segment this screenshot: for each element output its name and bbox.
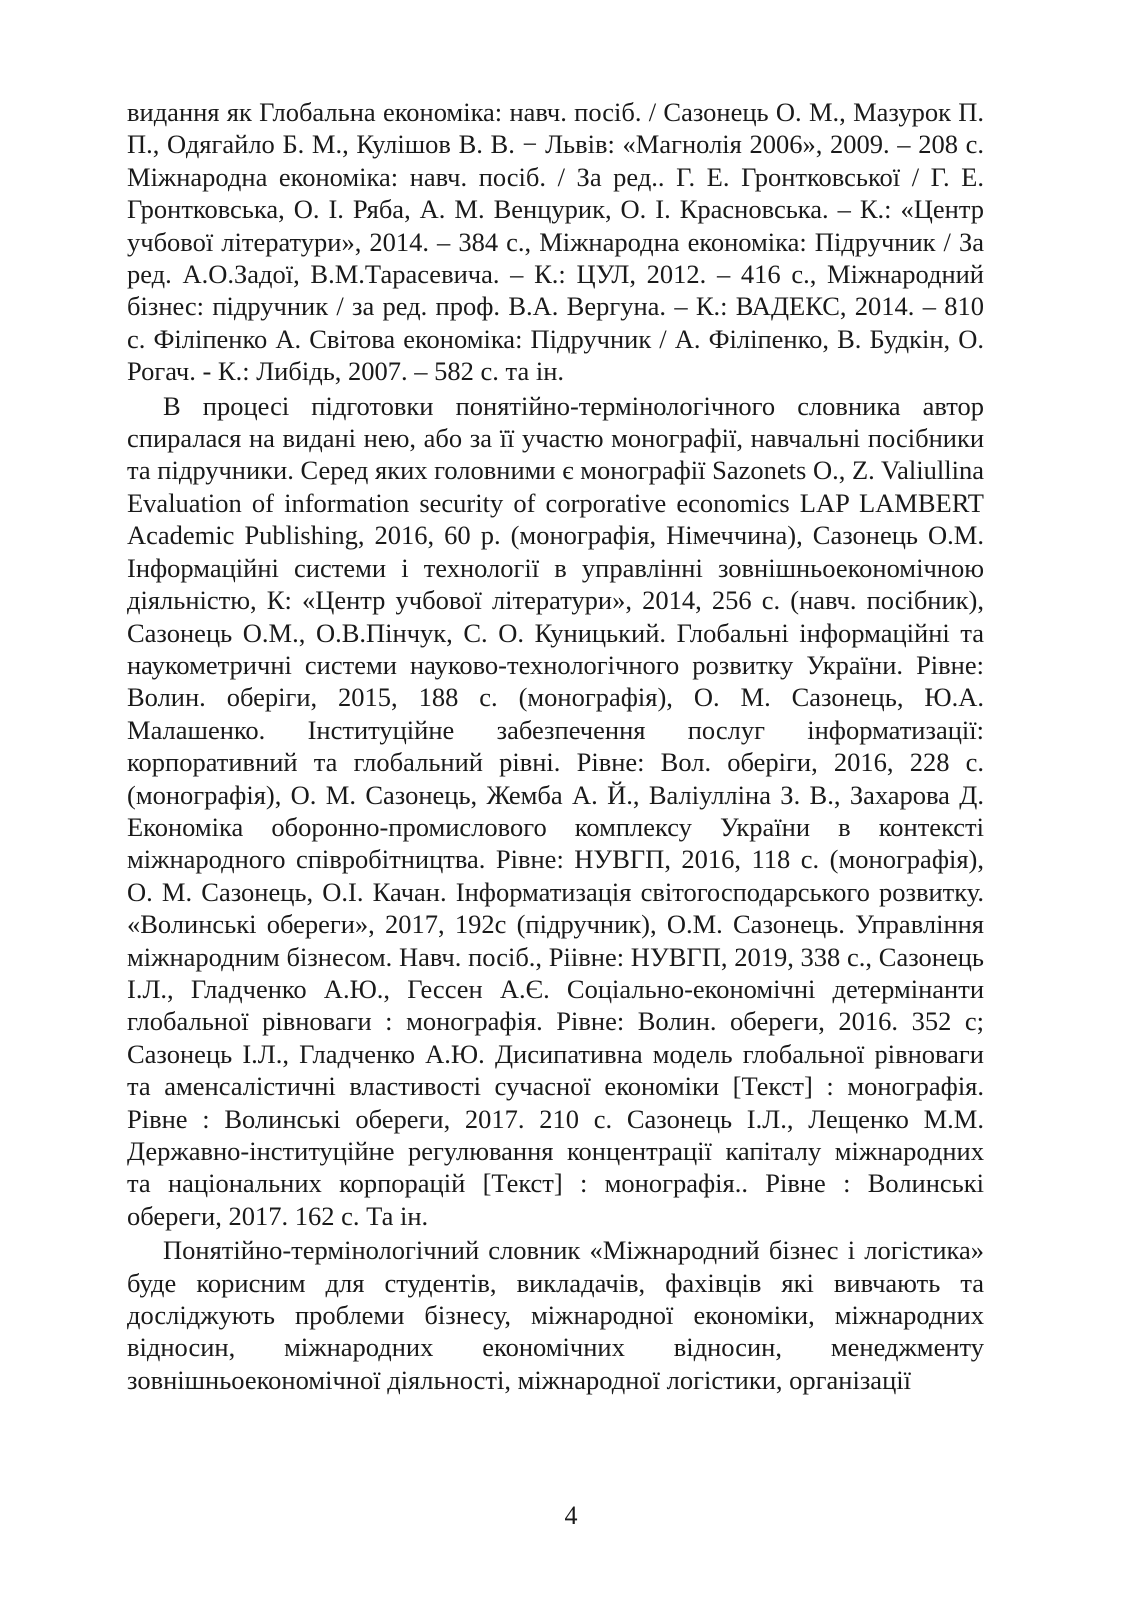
body-text [127,96,984,1396]
page-number: 4 [564,1501,578,1530]
paragraph-author-sources: В процесі підготовки понятійно-термінологічного словника автор спиралася на видані нею, або за її участю монографії, навчальні посібники та підручники. Серед яких головними є монографії Sazonets O., Z. Valiullina Evaluation of information security of corporative economics LAP LAMBERT Academic Publishing, 2016, 60 p. (монографія, Німеччина), Сазонець О.М. Інформаційні системи і технології в управлінні зовнішньоекономічною діяльністю, К: «Центр учбової літератури», 2014, 256 с. (навч. посібник), Сазонець О.М., О.В.Пінчук, С. О. Куницький. Глобальні інформаційні та наукометричні системи науково-технологічного розвитку України. Рівне: Волин. оберіги, 2015, 188 с. (монографія), О. М. Сазонець, Ю.А. Малашенко. Інституційне забезпечення послуг інформатизації: корпоративний та глобальний рівні. Рівне: Вол. оберіги, 2016, 228 с. (монографія), О. М. Сазонець, Жемба А. Й., Валіулліна З. В., Захарова Д. Економіка оборонно-промислового комплексу України в контексті міжнародного співробітництва. Рівне: НУВГП, 2016, 118 с. (монографія), О. М. Сазонець, О.І. Качан. Інформатизація світогосподарського розвитку. «Волинські обереги», 2017, 192с (підручник), О.М. Сазонець. Управління міжнародним бізнесом. Навч. посіб., Ріівне: НУВГП, 2019, 338 с., Сазонець І.Л., Гладченко А.Ю., Гессен А.Є. Соціально-економічні детермінанти глобальної рівноваги : монографія. Рівне: Волин. обереги, 2016. 352 с; Сазонець І.Л., Гладченко А.Ю. Дисипативна модель глобальної рівноваги та аменсалістичні властивості сучасної економіки [Текст] : монографія. Рівне : Волинські обереги, 2017. 210 с. Сазонець І.Л., Лещенко М.М. Державно-інституційне регулювання концентрації капіталу міжнародних та національних корпорацій [Текст] : монографія.. Рівне : Волинські обереги, 2017. 162 с. Та ін. [127,390,984,1231]
paragraph-dictionary-audience: Понятійно-термінологічний словник «Міжнародний бізнес і логістика» буде корисним для студентів, викладачів, фахівців які вивчають та досліджують проблеми бізнесу, міжнародної економіки, міжнародних відносин, міжнародних економічних відносин, менеджменту зовнішньоекономічної діяльності, міжнародної логістики, організації [127,1235,984,1395]
paragraph-references-continued: видання як Глобальна економіка: навч. посіб. / Сазонець О. М., Мазурок П. П., Одягайло Б. М., Кулішов В. В. − Львів: «Магнолія 2006», 2009. – 208 с. Міжнародна економіка: навч. посіб. / За ред.. Г. Е. Гронтковської / Г. Е. Гронтковська, О. І. Ряба, А. М. Венцурик, О. І. Красновська. – К.: «Центр учбової літератури», 2014. – 384 с., Міжнародна економіка: Підручник / За ред. А.О.Задої, В.М.Тарасевича. – К.: ЦУЛ, 2012. – 416 с., Міжнародний бізнес: підручник / за ред. проф. В.А. Вергуна. – К.: ВАДЕКС, 2014. – 810 с. Філіпенко А. Світова економіка: Підручник / А. Філіпенко, В. Будкін, О. Рогач. - К.: Либідь, 2007. – 582 с. та ін. [127,97,984,387]
